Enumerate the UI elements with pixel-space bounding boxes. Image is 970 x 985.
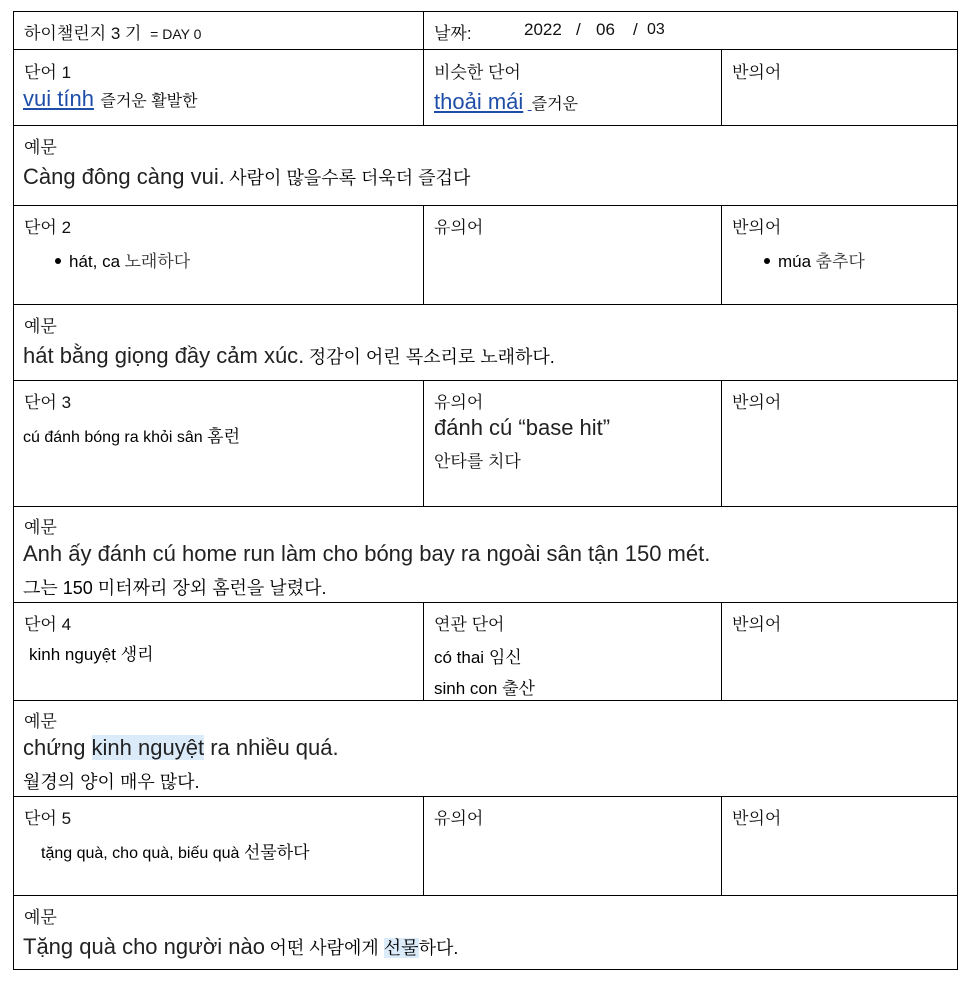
date-day: 03	[647, 21, 665, 38]
word-link[interactable]: vui tính	[23, 86, 94, 111]
date-label: 날짜:	[434, 24, 472, 43]
col-divider	[721, 205, 722, 305]
col-divider	[423, 49, 424, 126]
example-label: 예문	[24, 712, 57, 731]
date-separator: /	[576, 20, 581, 39]
word-korean: 홈런	[207, 427, 240, 446]
col-divider	[721, 796, 722, 896]
example-sentence	[23, 343, 555, 369]
row-divider	[13, 700, 958, 701]
related-vietnamese: có thai	[434, 648, 485, 667]
header-title	[24, 19, 201, 44]
row-divider	[13, 49, 958, 50]
word-vietnamese: cú đánh bóng ra khỏi sân	[23, 429, 203, 446]
date-month: 06	[596, 20, 615, 39]
related-label: 연관 단어	[434, 615, 505, 634]
challenge-title: 하이챌린지 3 기	[24, 24, 142, 43]
example-korean	[269, 938, 458, 958]
date-separator: /	[633, 20, 638, 39]
example-korean: 사람이 많을수록 더욱더 즐겁다	[229, 168, 471, 188]
word-label: 단어 1	[24, 63, 72, 82]
col-divider	[721, 380, 722, 507]
row-divider	[13, 895, 958, 896]
antonym-bullet-item	[764, 247, 865, 272]
synonym-entry	[434, 89, 578, 115]
synonym-korean: 안타를 치다	[434, 452, 521, 471]
example-text: ra nhiều quá.	[204, 735, 339, 760]
example-label: 예문	[24, 317, 57, 336]
example-text: chứng	[23, 735, 92, 760]
word-entry	[23, 86, 198, 112]
table-border-top	[13, 11, 958, 12]
synonym-label: 유의어	[434, 809, 484, 828]
row-divider	[13, 796, 958, 797]
related-entry	[434, 674, 535, 699]
highlighted-term: 선물	[383, 938, 419, 958]
table-border-bottom	[13, 969, 958, 970]
example-label: 예문	[24, 518, 57, 537]
example-vietnamese: Anh ấy đánh cú home run làm cho bóng bay ra ngoài sân tận 150 mét.	[23, 541, 711, 566]
synonym-link[interactable]: thoải mái	[434, 89, 524, 114]
related-korean: 출산	[502, 679, 535, 698]
word-entry	[23, 422, 240, 447]
example-vietnamese: Tặng quà cho người nào	[23, 934, 265, 959]
word-bullet-item	[55, 247, 190, 272]
synonym-label: 비슷한 단어	[434, 63, 521, 82]
bullet-icon	[55, 258, 61, 264]
synonym-meaning: 즐거운	[531, 96, 578, 113]
table-border-right	[957, 11, 958, 970]
word-korean: 선물하다	[243, 843, 310, 862]
row-divider	[13, 380, 958, 381]
row-divider	[13, 602, 958, 603]
example-sentence	[23, 934, 458, 960]
antonym-label: 반의어	[732, 809, 782, 828]
day-label: = DAY 0	[150, 26, 202, 42]
word-entry	[29, 640, 154, 665]
example-text: 어떤 사람에게	[269, 938, 384, 958]
col-divider	[423, 380, 424, 507]
example-label: 예문	[24, 138, 57, 157]
antonym-korean: 춤추다	[815, 252, 865, 271]
row-divider	[13, 506, 958, 507]
related-korean: 임신	[488, 648, 522, 667]
col-divider	[721, 602, 722, 701]
word-label: 단어 2	[24, 218, 72, 237]
col-divider	[423, 205, 424, 305]
antonym-label: 반의어	[732, 63, 782, 82]
antonym-vietnamese: múa	[778, 252, 812, 271]
word-vietnamese: hát, ca	[69, 252, 121, 271]
example-vietnamese: Càng đông càng vui.	[23, 164, 225, 189]
word-vietnamese: tặng quà, cho quà, biếu quà	[41, 845, 240, 862]
example-sentence	[23, 164, 470, 190]
example-text: 하다.	[418, 938, 459, 958]
word-korean: 노래하다	[124, 252, 191, 271]
row-divider	[13, 205, 958, 206]
synonym-label: 유의어	[434, 393, 484, 412]
highlighted-term: kinh nguyệt	[91, 735, 205, 760]
col-divider	[423, 11, 424, 50]
example-korean: 월경의 양이 매우 많다.	[23, 772, 200, 792]
antonym-label: 반의어	[732, 615, 782, 634]
example-vietnamese	[23, 735, 339, 761]
word-korean: 생리	[120, 645, 154, 664]
example-label: 예문	[24, 908, 57, 927]
row-divider	[13, 304, 958, 305]
col-divider	[423, 602, 424, 701]
bullet-icon	[764, 258, 770, 264]
synonym-label: 유의어	[434, 218, 484, 237]
antonym-label: 반의어	[732, 393, 782, 412]
word-entry	[41, 838, 310, 863]
antonym-label: 반의어	[732, 218, 782, 237]
col-divider	[423, 796, 424, 896]
synonym-vietnamese: đánh cú “base hit”	[434, 415, 611, 440]
example-korean: 정감이 어린 목소리로 노래하다.	[308, 347, 555, 367]
table-border-left	[13, 11, 14, 970]
row-divider	[13, 125, 958, 126]
related-entry	[434, 643, 522, 668]
word-vietnamese: kinh nguyệt	[29, 645, 116, 664]
word-meaning: 즐거운 활발한	[100, 93, 198, 110]
example-vietnamese: hát bằng giọng đầy cảm xúc.	[23, 343, 305, 368]
example-korean: 그는 150 미터짜리 장외 홈런을 날렸다.	[23, 578, 327, 598]
word-label: 단어 3	[24, 393, 72, 412]
col-divider	[721, 49, 722, 126]
word-label: 단어 4	[24, 615, 72, 634]
date-year: 2022	[524, 20, 562, 39]
word-label: 단어 5	[24, 809, 72, 828]
related-vietnamese: sinh con	[434, 679, 498, 698]
